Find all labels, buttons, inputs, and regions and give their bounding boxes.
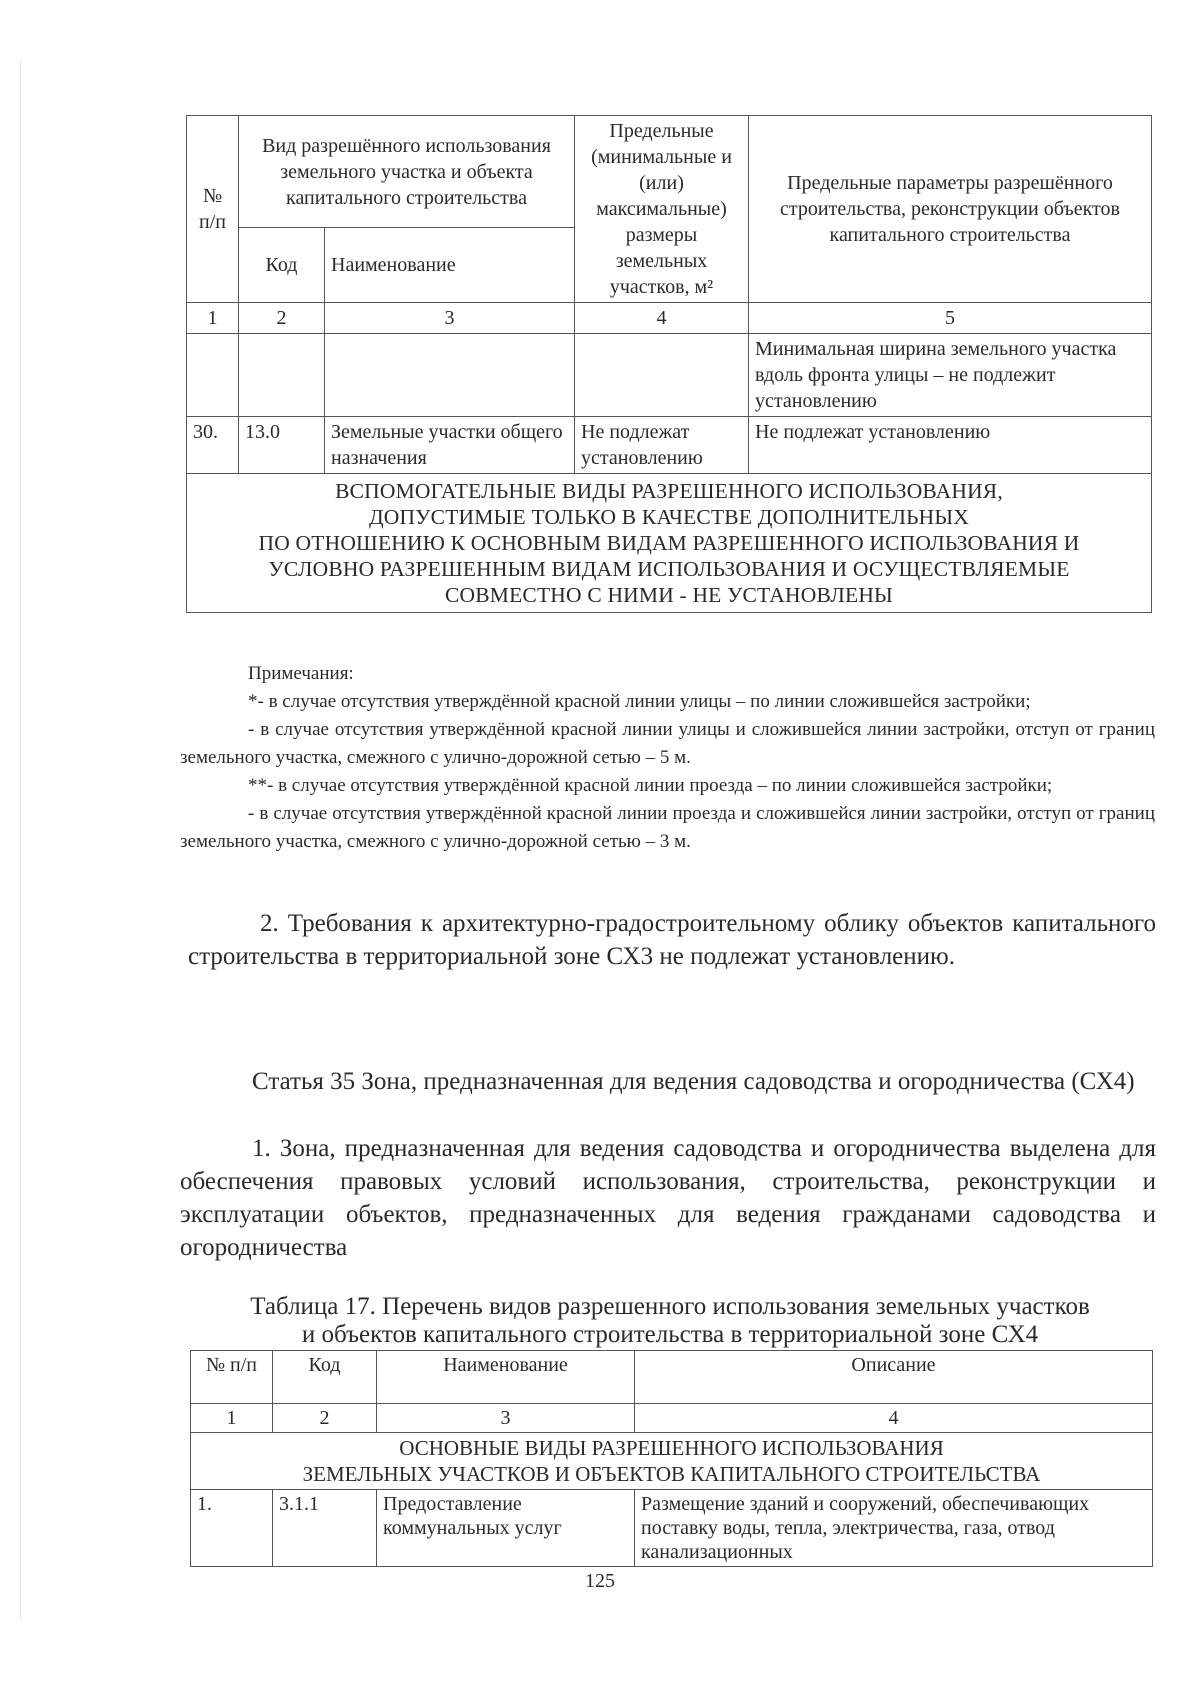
notes-block	[180, 660, 1155, 856]
cell-code: 13.0	[239, 417, 325, 474]
cell-empty	[575, 334, 749, 417]
table-row	[187, 417, 1152, 474]
col-number: 2	[239, 303, 325, 334]
section-row	[191, 1433, 1153, 1490]
cell-size: Не подлежат установлению	[575, 417, 749, 474]
header-desc: Описание	[635, 1351, 1153, 1404]
section-line: ДОПУСТИМЫЕ ТОЛЬКО В КАЧЕСТВЕ ДОПОЛНИТЕЛЬНЫХ	[368, 505, 970, 529]
column-number-row	[191, 1404, 1153, 1433]
article-heading: Статья 35 Зона, предназначенная для ведения садоводства и огородничества (СХ4)	[252, 1068, 1135, 1095]
cell-empty	[239, 334, 325, 417]
table-caption	[185, 1293, 1155, 1349]
note-item: *- в случае отсутствия утверждённой красной линии улицы – по линии сложившейся застройки;	[248, 691, 1031, 712]
header-name: Наименование	[325, 228, 575, 303]
col-number: 4	[575, 303, 749, 334]
cell-empty	[187, 334, 239, 417]
section-heading	[187, 474, 1152, 613]
col-number: 5	[749, 303, 1152, 334]
section-line: УСЛОВНО РАЗРЕШЕННЫМ ВИДАМ ИСПОЛЬЗОВАНИЯ И ОСУЩЕСТВЛЯЕМЫЕ	[268, 557, 1070, 581]
table-header-row	[191, 1351, 1153, 1404]
caption-line: и объектов капитального строительства в территориальной зоне СХ4	[301, 1321, 1039, 1348]
header-num: № п/п	[191, 1351, 273, 1404]
col-number: 3	[377, 1404, 635, 1433]
cell-desc: Размещение зданий и сооружений, обеспечивающих поставку воды, тепла, электричества, газа, отвод канализационных	[635, 1490, 1153, 1567]
header-code: Код	[239, 228, 325, 303]
note-item: - в случае отсутствия утверждённой красной линии проезда и сложившейся линии застройки, отступ от границ земельного участка, смежного с улично-дорожной сетью – 3 м.	[180, 803, 1155, 852]
col-number: 1	[187, 303, 239, 334]
permitted-use-table-cx3	[186, 115, 1152, 613]
section-row	[187, 474, 1152, 613]
caption-line: Таблица 17. Перечень видов разрешенного использования земельных участков	[250, 1293, 1090, 1320]
cell-empty	[325, 334, 575, 417]
cell-name: Предоставление коммунальных услуг	[377, 1490, 635, 1567]
permitted-use-table-cx4	[190, 1350, 1153, 1567]
section-line: ВСПОМОГАТЕЛЬНЫЕ ВИДЫ РАЗРЕШЕННОГО ИСПОЛЬЗОВАНИЯ,	[335, 479, 1003, 503]
cell-params: Минимальная ширина земельного участка вдоль фронта улицы – не подлежит установлению	[749, 334, 1152, 417]
note-item: **- в случае отсутствия утверждённой красной линии проезда – по линии сложившейся застройки;	[248, 775, 1053, 796]
column-number-row	[187, 303, 1152, 334]
scan-edge	[20, 60, 21, 1620]
section-line: ЗЕМЕЛЬНЫХ УЧАСТКОВ И ОБЪЕКТОВ КАПИТАЛЬНОГО СТРОИТЕЛЬСТВА	[302, 1462, 1041, 1486]
cell-num: 30.	[187, 417, 239, 474]
col-number: 4	[635, 1404, 1153, 1433]
col-number: 2	[273, 1404, 377, 1433]
header-code: Код	[273, 1351, 377, 1404]
cell-num: 1.	[191, 1490, 273, 1567]
cell-params: Не подлежат установлению	[749, 417, 1152, 474]
item-2-paragraph: 2. Требования к архитектурно-градостроительному облику объектов капитального строительства в территориальной зоне СХ3 не подлежат установлению.	[188, 910, 1156, 970]
section-line: СОВМЕСТНО С НИМИ - НЕ УСТАНОВЛЕНЫ	[444, 583, 894, 607]
header-name: Наименование	[377, 1351, 635, 1404]
cell-name: Земельные участки общего назначения	[325, 417, 575, 474]
cell-code: 3.1.1	[273, 1490, 377, 1567]
notes-title: Примечания:	[248, 663, 354, 684]
col-number: 1	[191, 1404, 273, 1433]
table-row	[187, 334, 1152, 417]
header-params: Предельные параметры разрешённого строительства, реконструкции объектов капитального строительства	[749, 116, 1152, 303]
section-line: ПО ОТНОШЕНИЮ К ОСНОВНЫМ ВИДАМ РАЗРЕШЕННОГО ИСПОЛЬЗОВАНИЯ И	[258, 531, 1080, 555]
section-line: ОСНОВНЫЕ ВИДЫ РАЗРЕШЕННОГО ИСПОЛЬЗОВАНИЯ	[399, 1436, 944, 1460]
col-number: 3	[325, 303, 575, 334]
table-row	[191, 1490, 1153, 1567]
header-vid: Вид разрешённого использования земельного участка и объекта капитального строительства	[239, 116, 575, 228]
note-item: - в случае отсутствия утверждённой красной линии улицы и сложившейся линии застройки, отступ от границ земельного участка, смежного с улично-дорожной сетью – 5 м.	[180, 719, 1155, 768]
item-1-paragraph: 1. Зона, предназначенная для ведения садоводства и огородничества выделена для обеспечения правовых условий использования, строительства, реконструкции и эксплуатации объектов, предназначенных для ведения гражданами садоводства и огородничества	[180, 1135, 1156, 1261]
section-heading	[191, 1433, 1153, 1490]
header-num: № п/п	[187, 116, 239, 303]
page-number: 125	[585, 1570, 615, 1592]
header-sizes: Предельные (минимальные и (или) максимальные) размеры земельных участков, м²	[575, 116, 749, 303]
table-header-row	[187, 116, 1152, 228]
